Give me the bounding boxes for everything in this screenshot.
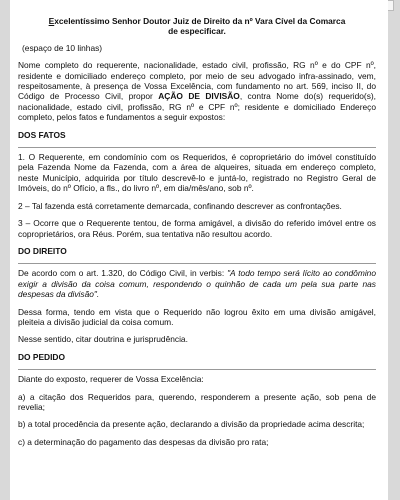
document-page: [10, 0, 388, 500]
direito-paragraph-3: Nesse sentido, citar doutrina e jurisprudência.: [18, 334, 188, 345]
pedido-item-c: c) a determinação do pagamento das despesas da divisão pro rata;: [18, 436, 269, 447]
fatos-paragraph-3: 3 – Ocorre que o Requerente tentou, de forma amigável, a divisão do referido imóvel entre os coproprietários, ora Réus. Porém, sua tentativa não resultou acordo.: [18, 218, 376, 239]
heading-pedido: DO PEDIDO: [18, 351, 65, 362]
direito-p1-prefix: De acordo com o art. 1.320, do Código Civil, in verbis:: [18, 268, 228, 279]
document-title: [18, 16, 376, 26]
spacing-note: (espaço de 10 linhas): [22, 42, 103, 53]
title-rest: xcelentíssimo Senhor Doutor Juiz de Direito da nº Vara Cível da Comarca: [54, 16, 346, 26]
direito-paragraph-2: Dessa forma, tendo em vista que o Requerido não logrou êxito em uma divisão amigável, pleiteia a divisão judicial da coisa comum.: [18, 306, 376, 327]
direito-paragraph-1: [18, 268, 376, 299]
document-title-line2: de especificar.: [168, 26, 226, 37]
heading-direito: DO DIREITO: [18, 245, 67, 256]
intro-part1: Nome completo do requerente, nacionalidade, estado civil, profissão, RG nº e do CPF nº, residente e domiciliado endereço completo, por meio de seu advogado infra-assinado, vem, respeitosamente, à presença de Vossa Excelência, com fundamento no art. 569, inciso II, do Código de Processo Civil, propor: [18, 60, 376, 102]
fatos-paragraph-1: 1. O Requerente, em condomínio com os Requeridos, é coproprietário do imóvel constituído pela Fazenda Nome da Fazenda, com a área de alqueires, situada em endereço completo, neste Município, adquirida por título descrevê-lo e juntá-lo, registrado no Registro Geral de Imóveis, do nº Ofício, a fls., do livro nº, em dia/mês/ano, sob nº.: [18, 152, 376, 194]
pedido-item-b: b) a total procedência da presente ação, declarando a divisão da propriedade acima descrita;: [18, 419, 365, 430]
intro-paragraph: [18, 60, 376, 122]
direito-quote: "A todo tempo será lícito ao condômino exigir a divisão da coisa comum, respondendo o quinhão de cada um pela sua parte nas despesas da divisão".: [18, 268, 376, 300]
section-divider: [18, 369, 376, 370]
pedido-item-a: a) a citação dos Requeridos para, querendo, responderem a presente ação, sob pena de revelia;: [18, 391, 376, 412]
action-name: AÇÃO DE DIVISÃO: [158, 91, 240, 102]
intro-part2: , contra Nome do(s) requerido(s), nacionalidade, estado civil, profissão, RG nº e CPF nº; residente e domiciliado Endereço completo, pelos fatos e fundamentos a seguir expostos:: [18, 91, 376, 123]
section-divider: [18, 147, 376, 148]
fatos-paragraph-2: 2 – Tal fazenda está corretamente demarcada, confinando descrever as confrontações.: [18, 200, 342, 211]
title-first-char: E: [48, 16, 55, 26]
pedido-intro: Diante do exposto, requerer de Vossa Excelência:: [18, 374, 204, 385]
section-divider: [18, 263, 376, 264]
heading-fatos: DOS FATOS: [18, 129, 66, 140]
